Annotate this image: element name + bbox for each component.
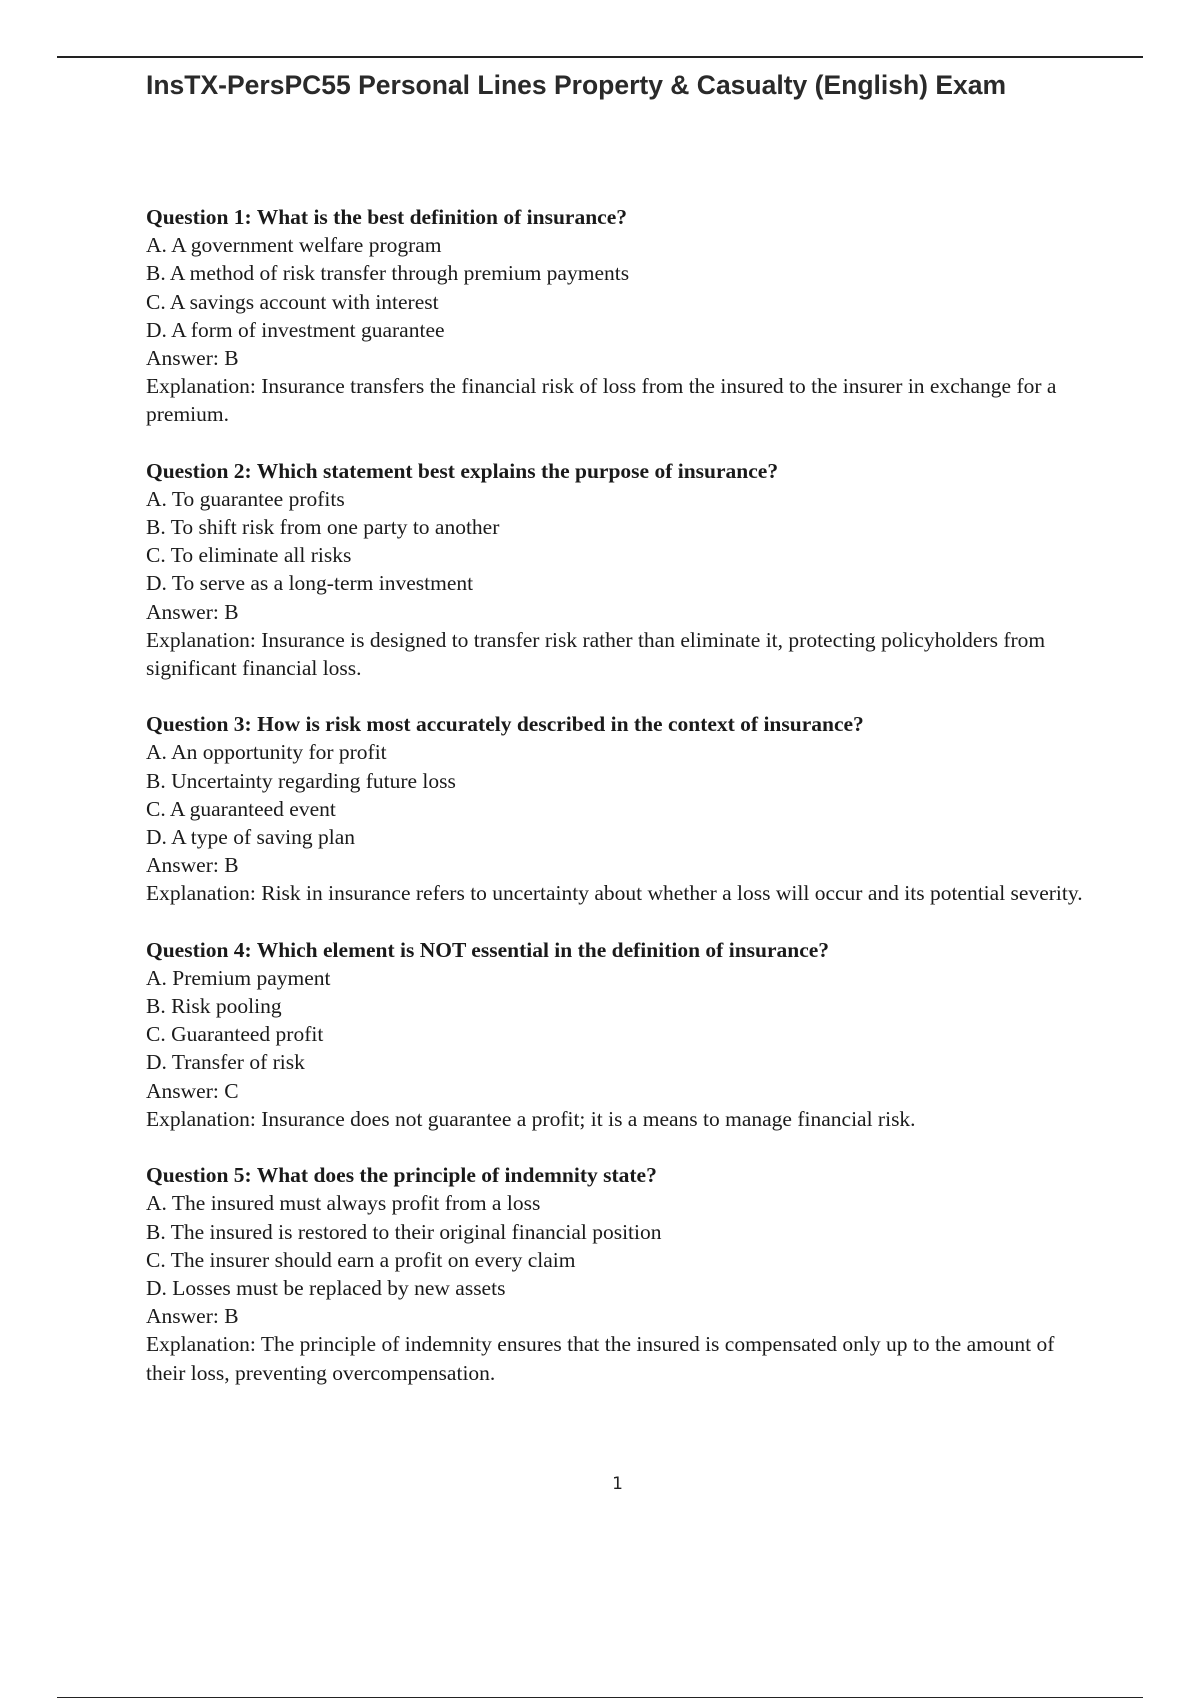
answer-option: B. A method of risk transfer through premium payments — [146, 261, 630, 286]
explanation: Explanation: Insurance transfers the financial risk of loss from the insured to the insurer in exchange for a premium. — [146, 374, 1057, 427]
question-block-5 — [146, 1161, 1086, 1387]
answer-option: C. To eliminate all risks — [146, 543, 352, 568]
correct-answer: Answer: B — [146, 853, 239, 878]
answer-option: A. Premium payment — [146, 965, 331, 990]
answer-option: D. Losses must be replaced by new assets — [146, 1275, 506, 1300]
answer-option: A. An opportunity for profit — [146, 740, 387, 765]
explanation: Explanation: Insurance is designed to transfer risk rather than eliminate it, protecting policyholders from significant financial loss. — [146, 627, 1046, 681]
question-block-1 — [146, 203, 1086, 429]
answer-option: C. Guaranteed profit — [146, 1022, 324, 1047]
question-heading: Question 5: What does the principle of indemnity state? — [146, 1163, 657, 1188]
answer-option: D. A form of investment guarantee — [146, 317, 445, 342]
answer-option: B. The insured is restored to their original financial position — [146, 1219, 662, 1244]
explanation: Explanation: Insurance does not guarantee a profit; it is a means to manage financial risk. — [146, 1106, 916, 1131]
answer-option: B. Uncertainty regarding future loss — [146, 768, 456, 793]
question-heading: Question 3: How is risk most accurately described in the context of insurance? — [146, 712, 864, 737]
answer-option: A. To guarantee profits — [146, 486, 345, 511]
question-block-4 — [146, 936, 1086, 1133]
correct-answer: Answer: B — [146, 346, 239, 371]
answer-option: C. A savings account with interest — [146, 289, 439, 314]
answer-option: B. To shift risk from one party to another — [146, 515, 500, 540]
answer-option: C. The insurer should earn a profit on every claim — [146, 1247, 576, 1272]
correct-answer: Answer: B — [146, 599, 239, 624]
answer-option: A. The insured must always profit from a loss — [146, 1191, 541, 1216]
answer-option: D. Transfer of risk — [146, 1050, 305, 1075]
question-list — [146, 203, 1086, 1415]
correct-answer: Answer: C — [146, 1078, 239, 1103]
question-heading: Question 2: Which statement best explains the purpose of insurance? — [146, 458, 779, 483]
answer-option: C. A guaranteed event — [146, 796, 336, 821]
document-title: InsTX-PersPC55 Personal Lines Property & Casualty (English) Exam — [146, 70, 1007, 100]
bottom-divider — [57, 1697, 1143, 1698]
answer-option: B. Risk pooling — [146, 994, 282, 1019]
top-divider — [57, 56, 1143, 58]
answer-option: D. A type of saving plan — [146, 825, 356, 850]
answer-option: A. A government welfare program — [146, 233, 442, 258]
explanation: Explanation: The principle of indemnity ensures that the insured is compensated only up to the amount of their loss, preventing overcompensation. — [146, 1332, 1055, 1385]
question-block-2 — [146, 457, 1086, 683]
question-heading: Question 1: What is the best definition of insurance? — [146, 205, 627, 229]
explanation: Explanation: Risk in insurance refers to uncertainty about whether a loss will occur and its potential severity. — [146, 881, 1083, 906]
question-heading: Question 4: Which element is NOT essential in the definition of insurance? — [146, 937, 830, 962]
answer-option: D. To serve as a long-term investment — [146, 571, 474, 596]
correct-answer: Answer: B — [146, 1304, 239, 1329]
question-block-3 — [146, 710, 1086, 907]
page-number: 1 — [612, 1474, 623, 1494]
